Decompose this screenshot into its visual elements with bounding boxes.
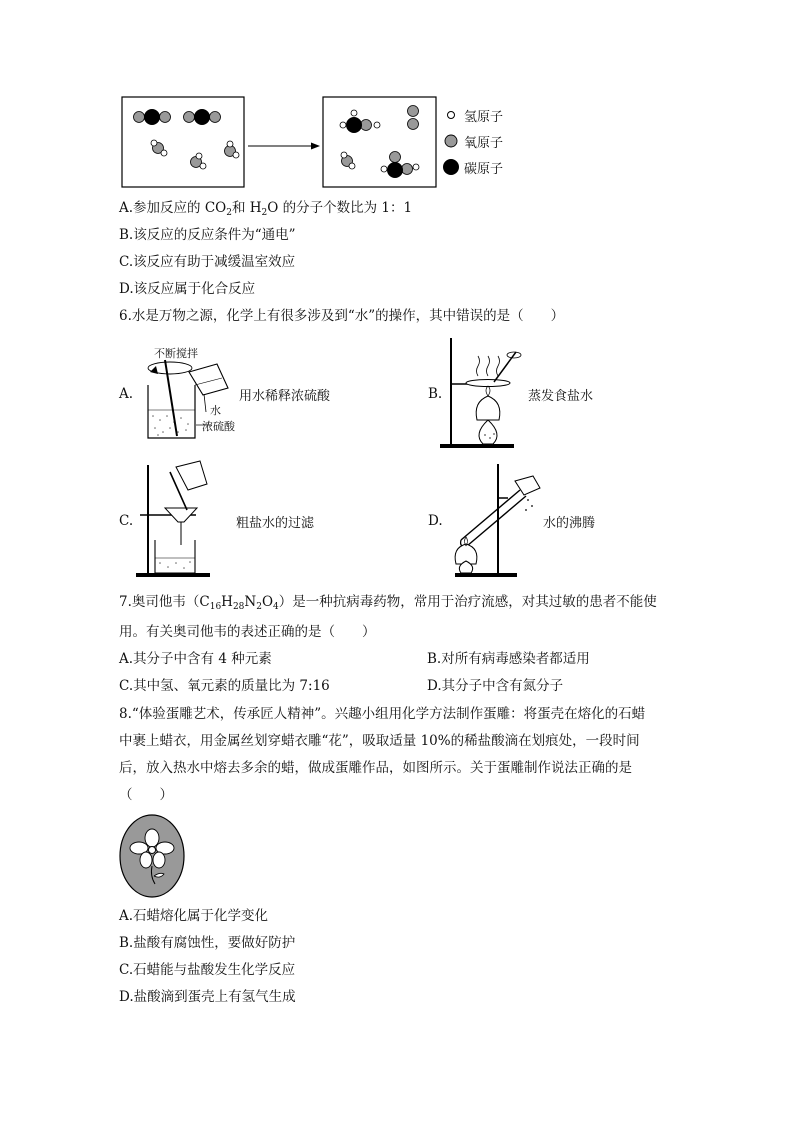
q6-a-letter: A. (119, 386, 134, 402)
q6-b-letter: B. (428, 386, 443, 402)
acid-label: 浓硫酸 (202, 420, 235, 433)
q5-option-a: A.参加反应的 $CO_2$和 $H_2O$ 的分子个数比为 1：1 (119, 200, 413, 218)
q7-option-a: A.其分子中含有 4 种元素 (119, 651, 272, 667)
water-label: 水 (210, 404, 221, 417)
q8-option-b: B.盐酸有腐蚀性，要做好防护 (119, 935, 296, 951)
q6-stem: 6.水是万物之源，化学上有很多涉及到“水”的操作，其中错误的是（ ） (119, 308, 565, 324)
q6-d-caption: 水的沸腾 (543, 516, 596, 531)
q6-c-caption: 粗盐水的过滤 (236, 516, 315, 531)
q8-option-d: D.盐酸滴到蛋壳上有氢气生成 (119, 989, 296, 1005)
q8-option-a: A.石蜡熔化属于化学变化 (119, 908, 269, 924)
q6-d-letter: D. (428, 513, 443, 529)
stir-label: 不断搅拌 (154, 347, 198, 360)
legend-carbon: 碳原子 (464, 162, 504, 177)
q7-stem-line2: 用。有关奥司他韦的表述正确的是（ ） (119, 624, 376, 640)
q5-option-d: D.该反应属于化合反应 (119, 281, 256, 297)
q7-option-b: B.对所有病毒感染者都适用 (427, 651, 590, 667)
q5-option-c: C.该反应有助于减缓温室效应 (119, 254, 296, 270)
q5-option-b: B.该反应的反应条件为“通电” (119, 227, 296, 243)
q8-stem-line2: 中裹上蜡衣，用金属丝划穿蜡衣雕“花”，吸取适量 10%的稀盐酸滴在划痕处，一段时间 (119, 733, 640, 749)
legend-hydrogen: 氢原子 (464, 110, 504, 125)
q8-stem-line1: 8.“体验蛋雕艺术，传承匠人精神”。兴趣小组用化学方法制作蛋雕：将蛋壳在熔化的石蜡 (119, 706, 646, 722)
q6-c-letter: C. (119, 513, 134, 529)
q7-stem-line1: 7.奥司他韦$(C_{16}H_{28}N_2O_4)$是一种抗病毒药物，常用于治疗流感，对其过敏的患者不能使 (119, 594, 657, 612)
q7-option-c: C.其中氢、氧元素的质量比为 7:16 (119, 678, 330, 694)
legend-oxygen: 氧原子 (464, 136, 504, 151)
q6-a-caption: 用水稀释浓硫酸 (239, 389, 331, 404)
q8-stem-line4: （ ） (119, 787, 173, 803)
q8-stem-line3: 后，放入热水中熔去多余的蜡，做成蛋雕作品，如图所示。关于蛋雕制作说法正确的是 (119, 760, 632, 776)
q8-option-c: C.石蜡能与盐酸发生化学反应 (119, 962, 296, 978)
q6-b-caption: 蒸发食盐水 (528, 389, 594, 404)
q7-option-d: D.其分子中含有氮分子 (427, 678, 564, 694)
